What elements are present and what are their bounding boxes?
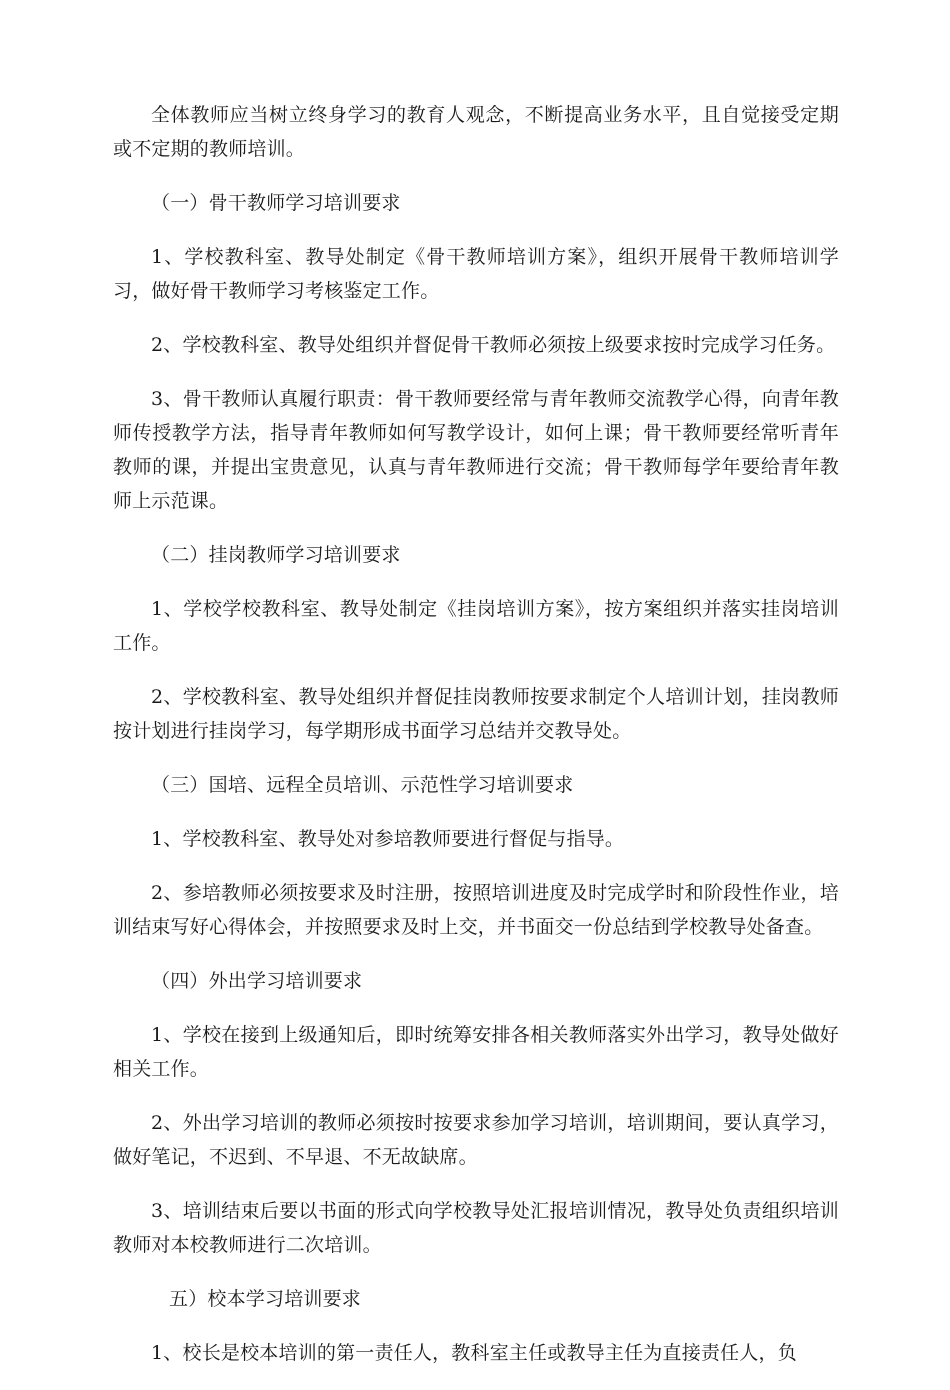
section4-item-1: 1、学校在接到上级通知后，即时统筹安排各相关教师落实外出学习，教导处做好相关工作。: [113, 1024, 839, 1080]
section-heading-5: 五）校本学习培训要求: [169, 1288, 362, 1310]
section4-item-3: 3、培训结束后要以书面的形式向学校教导处汇报培训情况，教导处负责组织培训教师对本校教师进行二次培训。: [113, 1200, 839, 1256]
intro-paragraph: 全体教师应当树立终身学习的教育人观念，不断提高业务水平，且自觉接受定期或不定期的教师培训。: [113, 104, 839, 160]
section1-item-2: 2、学校教科室、教导处组织并督促骨干教师必须按上级要求按时完成学习任务。: [151, 334, 836, 356]
section-heading-2: （二）挂岗教师学习培训要求: [151, 544, 401, 566]
section-heading-1: （一）骨干教师学习培训要求: [151, 192, 401, 214]
section-heading-3: （三）国培、远程全员培训、示范性学习培训要求: [151, 774, 574, 796]
document-page: [113, 98, 839, 1390]
section3-item-1: 1、学校教科室、教导处对参培教师要进行督促与指导。: [151, 828, 625, 850]
section5-item-1: 1、校长是校本培训的第一责任人，教科室主任或教导主任为直接责任人，负: [151, 1342, 797, 1364]
section2-item-1: 1、学校学校教科室、教导处制定《挂岗培训方案》，按方案组织并落实挂岗培训工作。: [113, 598, 839, 654]
section2-item-2: 2、学校教科室、教导处组织并督促挂岗教师按要求制定个人培训计划，挂岗教师按计划进行挂岗学习，每学期形成书面学习总结并交教导处。: [113, 686, 839, 742]
section1-item-3: 3、骨干教师认真履行职责：骨干教师要经常与青年教师交流教学心得，向青年教师传授教学方法，指导青年教师如何写教学设计，如何上课；骨干教师要经常听青年教师的课，并提出宝贵意见，认真与青年教师进行交流；骨干教师每学年要给青年教师上示范课。: [113, 388, 839, 512]
section-heading-4: （四）外出学习培训要求: [151, 970, 363, 992]
section3-item-2: 2、参培教师必须按要求及时注册，按照培训进度及时完成学时和阶段性作业，培训结束写好心得体会，并按照要求及时上交，并书面交一份总结到学校教导处备查。: [113, 882, 839, 938]
section4-item-2: 2、外出学习培训的教师必须按时按要求参加学习培训，培训期间，要认真学习，做好笔记，不迟到、不早退、不无故缺席。: [113, 1112, 839, 1168]
section1-item-1: 1、学校教科室、教导处制定《骨干教师培训方案》，组织开展骨干教师培训学习，做好骨干教师学习考核鉴定工作。: [113, 246, 839, 302]
